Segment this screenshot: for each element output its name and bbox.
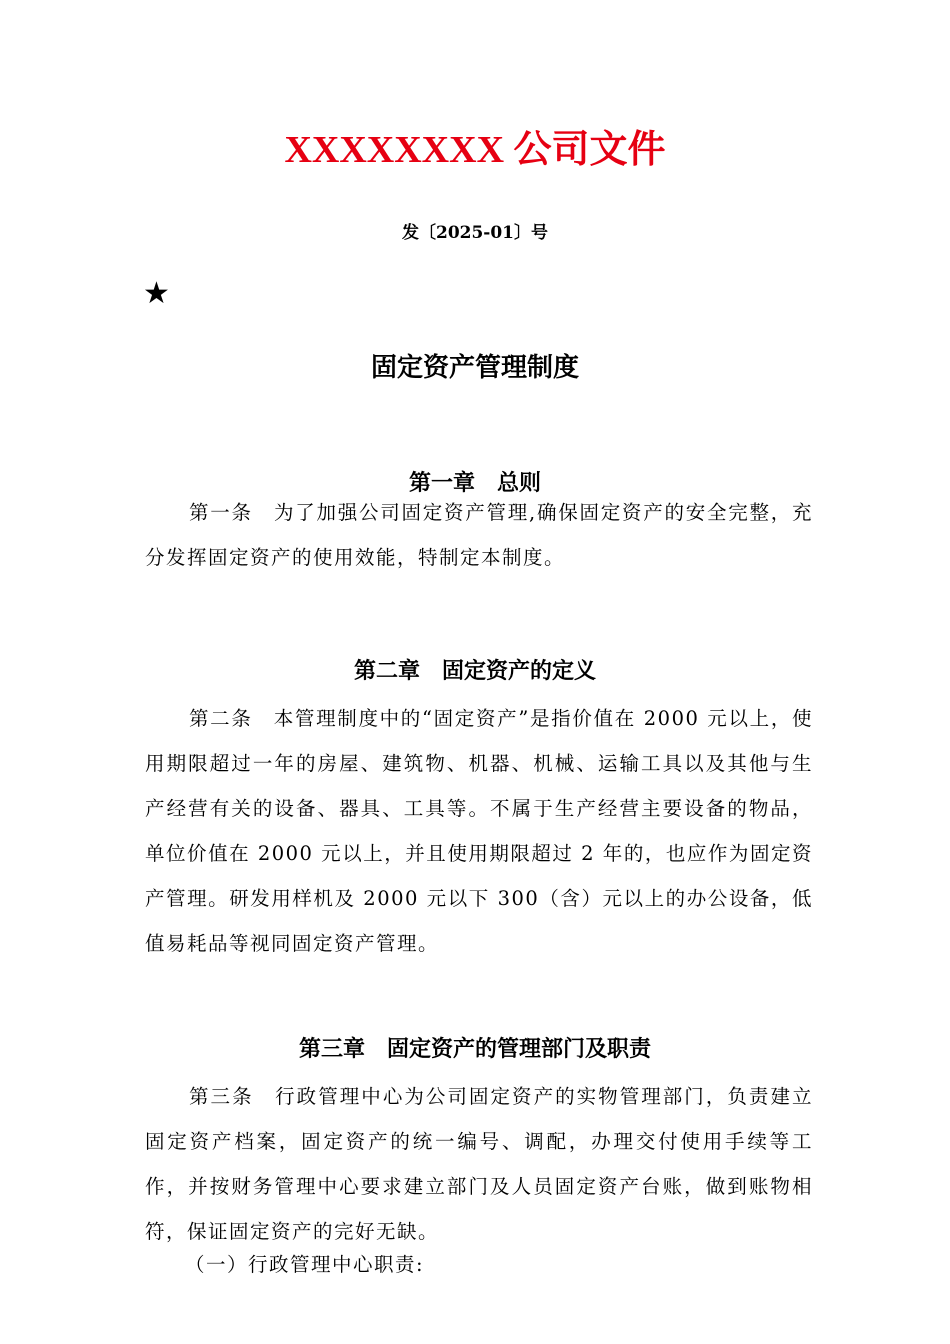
company-file-header: XXXXXXXX 公司文件 (284, 129, 666, 171)
star-icon: ★ (143, 276, 170, 311)
chapter-1-heading: 第一章 总则 (408, 470, 541, 496)
chapter-3-heading: 第三章 固定资产的管理部门及职责 (298, 1036, 651, 1062)
article-3-text: 第三条 行政管理中心为公司固定资产的实物管理部门，负责建立固定资产档案，固定资产的统一编号、调配，办理交付使用手续等工作，并按财务管理中心要求建立部门及人员固定资产台账，做到账物相符，保证固定资产的完好无缺。 (145, 1085, 813, 1243)
document-number: 发〔2025-01〕号 (401, 223, 549, 243)
article-1-text: 第一条 为了加强公司固定资产管理,确保固定资产的安全完整，充分发挥固定资产的使用效能，特制定本制度。 (145, 501, 813, 569)
chapter-2-heading: 第二章 固定资产的定义 (353, 658, 596, 684)
section-subheading: （一）行政管理中心职责: (185, 1253, 425, 1276)
document-title: 固定资产管理制度 (370, 353, 579, 383)
article-2-text: 第二条 本管理制度中的“固定资产”是指价值在 2000 元以上，使用期限超过一年的房屋、建筑物、机器、机械、运输工具以及其他与生产经营有关的设备、器具、工具等。不属于生产经营主要设备的物品，单位价值在 2000 元以上，并且使用期限超过 2 年的，也应作为固定资产管理。研发用样机及 2000 元以下 300（含）元以上的办公设备，低值易耗品等视同固定资产管理。 (145, 707, 813, 955)
